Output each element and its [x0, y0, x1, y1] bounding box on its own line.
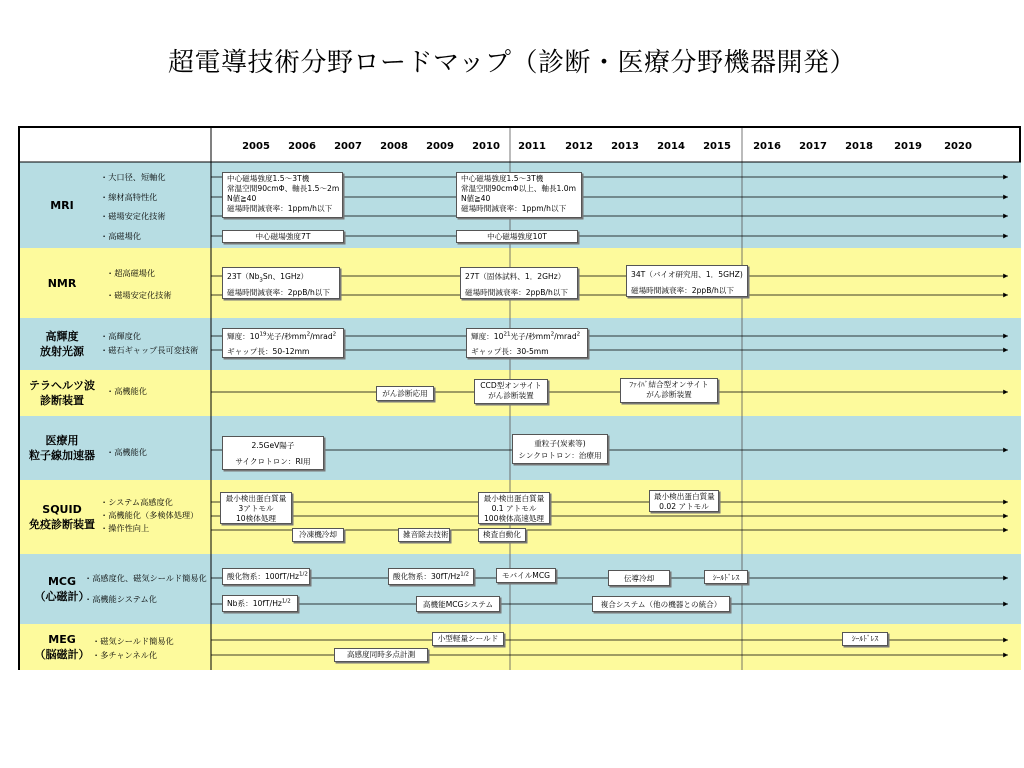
roadmap-table	[18, 126, 1021, 670]
mcg-milestone-box-1	[222, 568, 310, 585]
mcg-box6-pre: Nb系：10fT/Hz	[227, 599, 282, 608]
category-squid-label-1: SQUID	[42, 503, 82, 516]
category-light	[20, 318, 104, 370]
mcg-box6-sup: 1/2	[281, 598, 291, 605]
category-mri	[20, 162, 104, 248]
thz-milestone-box-3	[620, 378, 718, 403]
light-box2-pre: 輝度：10	[471, 332, 504, 341]
category-squid	[20, 480, 104, 554]
page-title: 超電導技術分野ロードマップ（診断・医療分野機器開発）	[168, 48, 856, 78]
light-box2-sup: 21	[503, 331, 511, 338]
nmr-box1-prefix: 23T（Nb	[227, 272, 260, 281]
mri-box2-line4: 磁場時間減衰率：1ppm/h以下	[461, 204, 567, 213]
mcg-milestone-box-7: 高機能MCGシステム	[416, 596, 500, 612]
light-box1-mid: 光子/秒mm	[266, 332, 307, 341]
accel-box2-line1: 重粒子(炭素等)	[534, 439, 586, 448]
category-mcg	[20, 554, 104, 624]
squid-milestone-box-1	[220, 492, 292, 524]
year-2009: 2009	[426, 141, 454, 152]
squid-box2-line2: 0.1 アトモル	[491, 504, 537, 513]
mcg-milestone-box-4: 伝導冷却	[608, 570, 670, 586]
mri-milestone-box-1	[222, 172, 343, 218]
year-2020: 2020	[944, 141, 972, 152]
mri-item-2: ・線材高特性化	[100, 192, 158, 202]
squid-box3-line2: 0.02 アトモル	[659, 502, 709, 511]
year-2007: 2007	[334, 141, 362, 152]
year-2010: 2010	[472, 141, 500, 152]
light-box2-sup3: 2	[576, 331, 581, 338]
category-light-label-1: 高輝度	[45, 330, 79, 343]
squid-item-1: ・システム高感度化	[100, 497, 173, 507]
mri-milestone-box-3: 中心磁場強度7T	[222, 230, 344, 243]
meg-item-2: ・多チャンネル化	[92, 650, 158, 660]
light-milestone-box-1	[222, 328, 344, 358]
category-accel-label-1: 医療用	[45, 434, 79, 447]
mcg-box2-pre: 酸化物系：30fT/Hz	[393, 572, 461, 581]
category-meg	[20, 624, 104, 670]
mcg-box1-sup: 1/2	[299, 571, 308, 578]
light-box2-sup2: 2	[550, 331, 555, 338]
squid-box1-line2: 3アトモル	[238, 504, 274, 513]
category-thz-label-2: 診断装置	[40, 394, 84, 407]
squid-milestone-box-6: 検査自動化	[478, 528, 526, 542]
nmr-box2-line1: 27T（固体試料、1．2GHz）	[465, 272, 566, 281]
year-2006: 2006	[288, 141, 316, 152]
year-2005: 2005	[242, 141, 270, 152]
mri-item-4: ・高磁場化	[100, 231, 141, 241]
mri-box1-line3: N値≧40	[227, 194, 257, 203]
squid-milestone-box-5: 雑音除去技術	[398, 528, 450, 542]
squid-milestone-box-2	[478, 492, 550, 524]
year-2011: 2011	[518, 141, 546, 152]
accel-box2-line2: シンクロトロン：治療用	[518, 451, 602, 460]
year-2013: 2013	[611, 141, 639, 152]
category-squid-label-2: 免疫診断装置	[29, 518, 95, 531]
year-2014: 2014	[657, 141, 685, 152]
light-box2-line2: ギャップ長：30-5mm	[471, 347, 549, 356]
thz-box2-line1: CCD型オンサイト	[480, 381, 542, 390]
mri-box1-line4: 磁場時間減衰率：1ppm/h以下	[227, 204, 333, 213]
nmr-item-2: ・磁場安定化技術	[106, 290, 172, 300]
squid-milestone-box-3	[649, 490, 719, 512]
mcg-item-2: ・高機能システム化	[84, 594, 157, 604]
light-milestone-box-2	[466, 328, 588, 358]
nmr-box1-subscript: 3	[259, 277, 263, 284]
mri-item-3: ・磁場安定化技術	[100, 211, 166, 221]
year-2017: 2017	[799, 141, 827, 152]
year-2016: 2016	[753, 141, 781, 152]
nmr-box2-line2: 磁場時間減衰率：2ppB/h以下	[465, 288, 568, 297]
mcg-milestone-box-6	[222, 595, 298, 612]
nmr-box3-line2: 磁場時間減衰率：2ppB/h以下	[631, 286, 734, 295]
category-meg-label-1: MEG	[48, 633, 76, 646]
thz-milestone-box-2	[474, 379, 548, 404]
mcg-item-1: ・高感度化、磁気シールド簡易化	[84, 573, 207, 583]
category-accel-label-2: 粒子線加速器	[29, 449, 95, 462]
category-nmr	[20, 248, 104, 318]
meg-item-1: ・磁気シールド簡易化	[92, 636, 174, 646]
nmr-box1-line1	[227, 272, 335, 282]
nmr-milestone-box-2	[460, 267, 578, 299]
mri-box2-line2: 常温空間90cmΦ以上、軸長1.0m	[461, 184, 577, 193]
thz-milestone-box-1: がん診断応用	[376, 386, 434, 401]
light-box2-mid: 光子/秒mm	[510, 332, 551, 341]
light-box1-mid2: /mrad	[310, 332, 333, 341]
light-box1-sup: 19	[259, 331, 267, 338]
mri-box2-line3: N値≧40	[461, 194, 491, 203]
mcg-milestone-box-3: モバイルMCG	[496, 568, 556, 583]
squid-item-3: ・操作性向上	[100, 523, 150, 533]
thz-box3-line2: がん診断装置	[646, 390, 692, 399]
nmr-box1-line2: 磁場時間減衰率：2ppB/h以下	[227, 288, 330, 297]
light-box1-sup2: 2	[306, 331, 311, 338]
nmr-milestone-box-1	[222, 267, 340, 299]
nmr-box1-mid: Sn、1GHz）	[262, 272, 309, 281]
squid-box1-line3: 10検体処理	[235, 514, 277, 523]
category-light-label-2: 放射光源	[40, 345, 84, 358]
light-item-1: ・高輝度化	[100, 331, 141, 341]
squid-box2-line1: 最小検出蛋白質量	[483, 494, 545, 503]
mri-milestone-box-4: 中心磁場強度10T	[456, 230, 578, 243]
year-2019: 2019	[894, 141, 922, 152]
mri-box1-line1: 中心磁場強度1.5～3T機	[227, 174, 310, 183]
squid-milestone-box-4: 冷凍機冷却	[292, 528, 344, 542]
category-accel	[20, 416, 104, 480]
accel-box1-line1: 2.5GeV陽子	[251, 441, 295, 450]
light-box1-line1	[227, 332, 339, 342]
mcg-box2-sup: 1/2	[460, 571, 470, 578]
mri-box1-line2: 常温空間90cmΦ、軸長1.5～2m	[227, 184, 340, 193]
meg-milestone-box-3: 高感度同時多点計測	[334, 648, 428, 662]
category-thz	[20, 370, 104, 416]
nmr-box3-line1: 34T（バイオ研究用、1．5GHZ)	[631, 270, 743, 279]
nmr-milestone-box-3	[626, 265, 748, 297]
meg-milestone-box-1: 小型軽量シールド	[432, 632, 504, 646]
mri-box2-line1: 中心磁場強度1.5～3T機	[461, 174, 544, 183]
nmr-item-1: ・超高磁場化	[106, 268, 156, 278]
mcg-milestone-box-2	[388, 568, 474, 585]
mcg-milestone-box-5: ｼｰﾙﾄﾞﾚｽ	[704, 570, 748, 584]
category-nmr-label: NMR	[47, 276, 77, 290]
squid-box1-line1: 最小検出蛋白質量	[225, 494, 287, 503]
light-box2-mid2: /mrad	[554, 332, 577, 341]
thz-box2-line2: がん診断装置	[488, 391, 534, 400]
thz-item-1: ・高機能化	[106, 386, 147, 396]
accel-milestone-box-2	[512, 434, 608, 464]
mri-milestone-box-2	[456, 172, 582, 218]
category-thz-label-1: テラヘルツ波	[29, 379, 95, 392]
accel-box1-line2: サイクロトロン：RI用	[235, 457, 311, 466]
mcg-milestone-box-8: 複合システム（他の機器との統合）	[592, 596, 730, 612]
light-box1-pre: 輝度：10	[227, 332, 260, 341]
accel-item-1: ・高機能化	[106, 447, 147, 457]
category-mcg-label-2: （心磁計）	[34, 590, 90, 603]
mri-item-1: ・大口径、短軸化	[100, 172, 166, 182]
meg-milestone-box-2: ｼｰﾙﾄﾞﾚｽ	[842, 632, 888, 646]
accel-milestone-box-1	[222, 436, 324, 470]
year-2012: 2012	[565, 141, 593, 152]
year-2008: 2008	[380, 141, 408, 152]
squid-box2-line3: 100検体高速処理	[483, 514, 545, 523]
year-2015: 2015	[703, 141, 731, 152]
light-box2-line1	[471, 332, 583, 342]
light-item-2: ・磁石ギャップ長可変技術	[100, 345, 199, 355]
squid-box3-line1: 最小検出蛋白質量	[654, 492, 715, 501]
light-box1-line2: ギャップ長：50-12mm	[227, 347, 310, 356]
squid-item-2: ・高機能化（多検体処理）	[100, 510, 199, 520]
light-box1-sup3: 2	[332, 331, 337, 338]
category-meg-label-2: （脳磁計）	[34, 648, 90, 661]
category-mri-label: MRI	[50, 198, 74, 212]
mcg-box1-pre: 酸化物系：100fT/Hz	[227, 572, 300, 581]
year-2018: 2018	[845, 141, 873, 152]
thz-box3-line1: ﾌｧｲﾊﾞ結合型オンサイト	[629, 380, 709, 389]
category-mcg-label-1: MCG	[47, 575, 77, 588]
